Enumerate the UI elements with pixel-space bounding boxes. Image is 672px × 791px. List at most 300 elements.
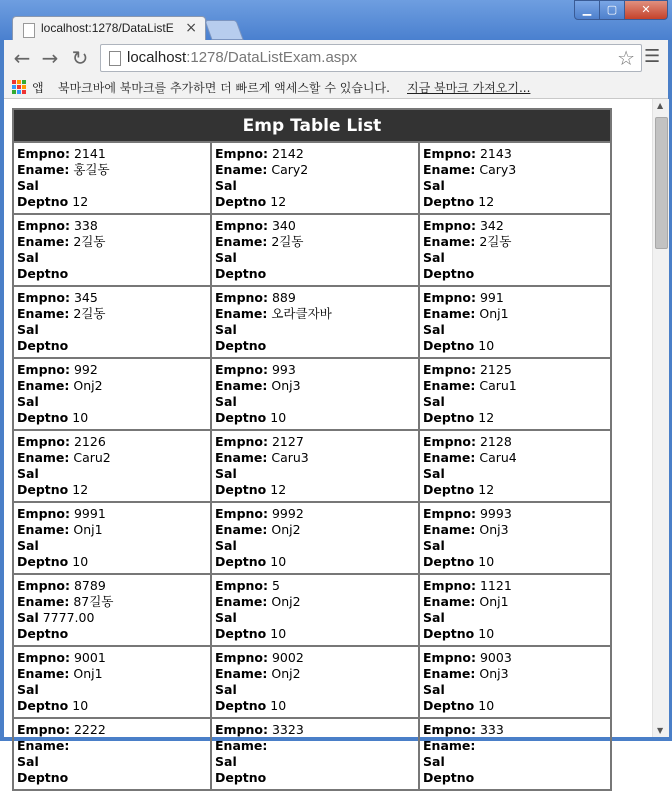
deptno-value: 10 [270,626,287,641]
deptno-line [423,554,607,570]
empno-label: Empno: [423,218,476,233]
table-row [13,718,611,790]
table-row [13,286,611,358]
table-row [13,574,611,646]
ename-line [17,450,207,466]
deptno-label: Deptno [423,266,475,281]
ename-label: Ename: [215,594,268,609]
sal-line [17,178,207,194]
deptno-label: Deptno [423,482,475,497]
ename-value: Onj3 [479,666,509,681]
empno-label: Empno: [17,218,70,233]
emp-cell [13,214,211,286]
deptno-value: 12 [72,194,89,209]
deptno-value: 12 [270,194,287,209]
deptno-line [215,338,415,354]
emp-cell [211,358,419,430]
sal-line [215,610,415,626]
empno-value: 2128 [479,434,512,449]
deptno-line [215,554,415,570]
ename-line [215,306,415,322]
scrollbar-thumb[interactable] [655,117,668,249]
table-row [13,358,611,430]
emp-cell [13,358,211,430]
empno-label: Empno: [17,650,70,665]
empno-value: 333 [479,722,504,737]
page-icon [109,51,121,66]
deptno-value: 10 [478,554,495,569]
table-row [13,142,611,214]
deptno-line [423,482,607,498]
sal-label: Sal [423,610,445,625]
sal-value: 7777.00 [42,610,95,625]
new-tab-button[interactable] [204,20,243,40]
scroll-down-icon[interactable]: ▼ [657,726,664,735]
sal-label: Sal [215,178,237,193]
deptno-line [17,266,207,282]
emp-cell [13,430,211,502]
empno-label: Empno: [17,146,70,161]
ename-line [215,594,415,610]
sal-label: Sal [423,322,445,337]
ename-value: Cary3 [479,162,517,177]
sal-line [17,682,207,698]
deptno-line [423,770,607,786]
emp-cell [13,646,211,718]
emp-cell [419,142,611,214]
deptno-label: Deptno [423,698,475,713]
empno-value: 2143 [479,146,512,161]
empno-line [423,722,607,738]
empno-line [17,506,207,522]
deptno-line [215,482,415,498]
sal-line [215,466,415,482]
sal-line [215,178,415,194]
deptno-line [215,698,415,714]
empno-label: Empno: [215,722,268,737]
ename-label: Ename: [423,378,476,393]
deptno-value: 10 [72,410,89,425]
ename-line [17,306,207,322]
forward-arrow-icon[interactable]: → [41,46,59,70]
ename-value: Onj3 [271,378,301,393]
ename-line [423,738,607,754]
emp-cell [419,574,611,646]
deptno-value: 10 [478,338,495,353]
deptno-label: Deptno [423,338,475,353]
deptno-label: Deptno [215,266,267,281]
ename-line [423,666,607,682]
ename-label: Ename: [17,306,70,321]
ename-line [423,450,607,466]
ename-label: Ename: [423,234,476,249]
sal-label: Sal [423,466,445,481]
ename-label: Ename: [215,234,268,249]
empno-line [215,722,415,738]
empno-value: 2126 [73,434,106,449]
deptno-label: Deptno [17,698,69,713]
ename-value: Onj2 [271,594,301,609]
sal-line [423,754,607,770]
sal-label: Sal [215,610,237,625]
emp-cell [419,286,611,358]
sal-line [17,466,207,482]
empno-label: Empno: [17,290,70,305]
empno-label: Empno: [423,578,476,593]
empno-label: Empno: [215,362,268,377]
empno-line [423,362,607,378]
empno-label: Empno: [215,218,268,233]
empno-line [17,146,207,162]
deptno-line [215,194,415,210]
deptno-value: 12 [478,410,495,425]
deptno-value: 10 [72,698,89,713]
empno-label: Empno: [17,362,70,377]
sal-line [17,538,207,554]
ename-label: Ename: [17,378,70,393]
deptno-line [215,626,415,642]
deptno-value: 10 [478,626,495,641]
sal-label: Sal [17,754,39,769]
empno-value: 342 [479,218,504,233]
empno-value: 9991 [73,506,106,521]
import-bookmarks-link[interactable]: 지금 북마크 가져오기... [407,81,531,95]
bookmark-star-icon[interactable]: ☆ [617,46,635,70]
toolbar [4,40,668,76]
deptno-line [423,194,607,210]
ename-line [215,450,415,466]
emp-cell [13,142,211,214]
ename-line [423,594,607,610]
ename-label: Ename: [215,378,268,393]
empno-value: 991 [479,290,504,305]
empno-value: 9002 [271,650,304,665]
empno-value: 2142 [271,146,304,161]
deptno-label: Deptno [423,554,475,569]
close-tab-icon[interactable]: × [185,20,197,36]
sal-line [423,322,607,338]
deptno-label: Deptno [17,410,69,425]
empno-line [17,362,207,378]
ename-line [215,378,415,394]
vertical-scrollbar[interactable] [652,99,669,737]
ename-label: Ename: [423,162,476,177]
empno-value: 889 [271,290,296,305]
sal-label: Sal [215,538,237,553]
reload-icon[interactable]: ↻ [71,46,89,70]
sal-label: Sal [423,538,445,553]
empno-value: 340 [271,218,296,233]
bookmark-bar [4,76,668,99]
emp-cell [419,646,611,718]
empno-label: Empno: [423,434,476,449]
ename-label: Ename: [17,450,70,465]
browser-tab[interactable] [12,16,206,43]
deptno-label: Deptno [215,338,267,353]
ename-label: Ename: [17,738,70,753]
sal-line [17,322,207,338]
deptno-label: Deptno [215,194,267,209]
sal-label: Sal [17,610,39,625]
deptno-label: Deptno [17,770,69,785]
sal-label: Sal [215,322,237,337]
sal-line [215,394,415,410]
empno-line [215,650,415,666]
sal-line [423,178,607,194]
deptno-value: 12 [478,194,495,209]
ename-value: Onj1 [479,306,509,321]
sal-label: Sal [423,754,445,769]
empno-value: 9001 [73,650,106,665]
sal-label: Sal [17,250,39,265]
ename-label: Ename: [215,162,268,177]
deptno-line [17,698,207,714]
deptno-label: Deptno [423,194,475,209]
ename-value: Onj3 [479,522,509,537]
empno-label: Empno: [17,434,70,449]
ename-label: Ename: [17,666,70,681]
sal-label: Sal [423,250,445,265]
deptno-label: Deptno [423,410,475,425]
ename-label: Ename: [215,450,268,465]
deptno-label: Deptno [215,698,267,713]
ename-label: Ename: [215,522,268,537]
ename-value: Onj2 [271,522,301,537]
ename-line [215,234,415,250]
bookmark-message: 북마크바에 북마크를 추가하면 더 빠르게 액세스할 수 있습니다. [58,81,390,95]
apps-label[interactable]: 앱 [32,81,44,95]
ename-value: 2길동 [73,306,106,321]
ename-line [215,666,415,682]
sal-line [215,682,415,698]
emp-cell [211,646,419,718]
deptno-label: Deptno [423,770,475,785]
sal-line [215,538,415,554]
emp-cell [211,286,419,358]
empno-line [215,434,415,450]
empno-label: Empno: [215,506,268,521]
emp-cell [211,142,419,214]
ename-value: 87길동 [73,594,114,609]
sal-label: Sal [17,178,39,193]
ename-value: Caru3 [271,450,309,465]
sal-line [423,610,607,626]
ename-label: Ename: [17,594,70,609]
deptno-line [17,554,207,570]
ename-value: 2길동 [479,234,512,249]
sal-label: Sal [423,394,445,409]
table-row [13,502,611,574]
deptno-label: Deptno [215,554,267,569]
sal-line [423,466,607,482]
ename-value: 2길동 [73,234,106,249]
emp-cell [211,574,419,646]
ename-value: Caru2 [73,450,111,465]
scroll-up-icon[interactable]: ▲ [657,101,664,110]
deptno-line [17,482,207,498]
emp-cell [419,214,611,286]
empno-line [215,506,415,522]
ename-line [215,522,415,538]
sal-label: Sal [215,394,237,409]
sal-line [423,682,607,698]
ename-line [423,522,607,538]
emp-cell [13,286,211,358]
emp-table-body [13,142,611,790]
ename-line [17,378,207,394]
deptno-line [17,626,207,642]
empno-label: Empno: [17,578,70,593]
empno-line [17,218,207,234]
ename-value: Cary2 [271,162,309,177]
deptno-label: Deptno [215,410,267,425]
empno-line [17,650,207,666]
ename-line [423,234,607,250]
sal-line [423,394,607,410]
empno-line [423,578,607,594]
sal-line [215,250,415,266]
deptno-line [423,698,607,714]
menu-icon[interactable]: ☰ [644,46,661,67]
deptno-value: 10 [72,554,89,569]
empno-value: 2141 [73,146,106,161]
emp-cell [211,502,419,574]
empno-value: 1121 [479,578,512,593]
empno-label: Empno: [17,722,70,737]
sal-line [215,754,415,770]
sal-label: Sal [215,754,237,769]
sal-label: Sal [17,682,39,697]
url-text[interactable] [127,49,357,66]
page-viewport [4,99,668,785]
empno-value: 993 [271,362,296,377]
empno-label: Empno: [215,578,268,593]
sal-line [17,754,207,770]
empno-line [423,650,607,666]
sal-label: Sal [215,682,237,697]
ename-value: 오라클자바 [271,306,332,321]
ename-value: Caru4 [479,450,517,465]
ename-line [17,594,207,610]
empno-line [423,218,607,234]
empno-value: 992 [73,362,98,377]
deptno-value: 12 [478,482,495,497]
empno-value: 345 [73,290,98,305]
empno-label: Empno: [423,362,476,377]
empno-label: Empno: [423,650,476,665]
deptno-value: 10 [270,554,287,569]
deptno-label: Deptno [17,482,69,497]
maximize-button[interactable]: ▢ [599,0,625,20]
empno-line [215,362,415,378]
emp-cell [13,718,211,790]
sal-label: Sal [17,466,39,481]
empno-line [17,722,207,738]
sal-line [215,322,415,338]
empno-line [423,434,607,450]
emp-cell [419,718,611,790]
deptno-line [423,626,607,642]
empno-label: Empno: [423,146,476,161]
apps-icon[interactable] [12,80,26,94]
emp-cell [419,502,611,574]
empno-value: 9992 [271,506,304,521]
tab-title: localhost:1278/DataListE [41,21,174,35]
table-row [13,214,611,286]
deptno-label: Deptno [17,338,69,353]
deptno-line [215,770,415,786]
deptno-label: Deptno [423,626,475,641]
empno-line [17,290,207,306]
sal-line [17,610,207,626]
sal-label: Sal [423,178,445,193]
table-row [13,430,611,502]
ename-value: Onj2 [73,378,103,393]
empno-line [17,434,207,450]
empno-label: Empno: [215,434,268,449]
sal-label: Sal [423,682,445,697]
emp-cell [211,214,419,286]
empno-value: 8789 [73,578,106,593]
url-path: :1278/DataListExam.aspx [186,49,358,66]
empno-label: Empno: [215,146,268,161]
deptno-label: Deptno [17,194,69,209]
deptno-line [423,338,607,354]
deptno-label: Deptno [215,482,267,497]
ename-label: Ename: [215,738,268,753]
emp-cell [419,430,611,502]
title-bar [0,0,672,40]
empno-line [215,290,415,306]
empno-value: 9993 [479,506,512,521]
empno-line [215,578,415,594]
ename-value: 홍길동 [73,162,110,177]
ename-line [17,162,207,178]
ename-label: Ename: [423,450,476,465]
deptno-value: 10 [270,410,287,425]
empno-label: Empno: [423,506,476,521]
deptno-value: 12 [270,482,287,497]
url-host: localhost [127,49,187,66]
close-window-button[interactable]: ✕ [624,0,668,20]
empno-value: 338 [73,218,98,233]
page-icon [23,23,35,38]
sal-label: Sal [17,322,39,337]
deptno-label: Deptno [17,266,69,281]
ename-line [17,522,207,538]
address-bar[interactable] [100,44,642,72]
emp-cell [211,430,419,502]
back-arrow-icon[interactable]: ← [13,46,31,70]
sal-label: Sal [215,250,237,265]
deptno-line [17,338,207,354]
ename-label: Ename: [17,162,70,177]
ename-value: Caru1 [479,378,517,393]
empno-label: Empno: [215,650,268,665]
sal-label: Sal [17,538,39,553]
ename-line [17,738,207,754]
empno-value: 2127 [271,434,304,449]
deptno-value: 12 [72,482,89,497]
ename-line [17,666,207,682]
sal-line [17,250,207,266]
ename-line [215,162,415,178]
minimize-button[interactable]: ▁ [574,0,600,20]
ename-label: Ename: [17,522,70,537]
empno-line [423,506,607,522]
deptno-line [423,266,607,282]
ename-line [17,234,207,250]
